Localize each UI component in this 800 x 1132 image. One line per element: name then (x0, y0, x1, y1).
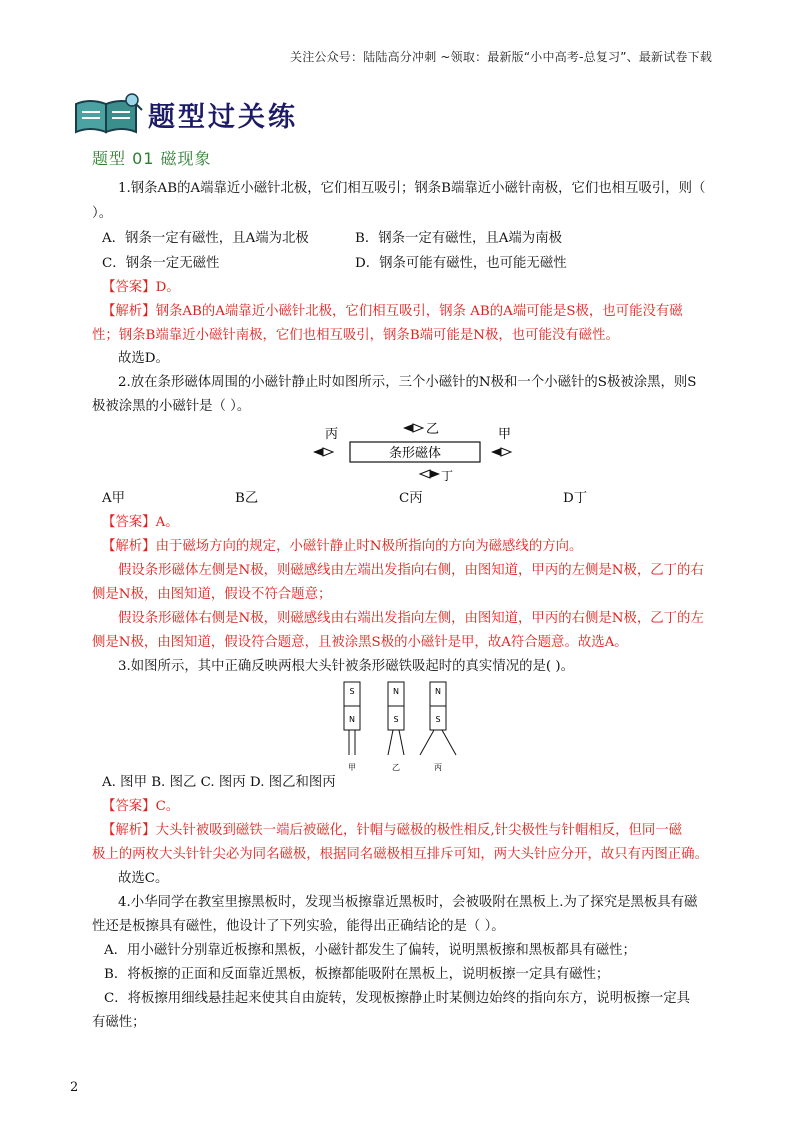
answer-value: A。 (155, 515, 179, 530)
analysis-tag: 【解析】 (102, 539, 156, 554)
analysis-tag: 【解析】 (102, 304, 156, 319)
q3-analysis-line1 (102, 822, 682, 840)
q1-conclusion: 故选D。 (118, 351, 169, 366)
answer-value: C。 (155, 799, 180, 814)
fig-label-yi: 乙 (392, 763, 400, 772)
compass-jia (491, 448, 511, 456)
q3-options: A. 图甲 B. 图乙 C. 图丙 D. 图乙和图丙 (102, 775, 336, 790)
q4-option-b: B．将板擦的正面和反面靠近黑板，板擦都能吸附在黑板上，说明板擦一定具有磁性； (104, 967, 610, 982)
q3-analysis-line2: 极上的两枚大头针针尖必为同名磁极，根据同名磁极相互排斥可知，两大头针应分开，故只有丙图正确。 (92, 847, 708, 862)
q1-option-b: B．钢条一定有磁性，且A端为南极 (355, 231, 562, 246)
books-icon (72, 92, 148, 136)
q1-stem-line1: 1.钢条AB的A端靠近小磁针北极，它们相互吸引；钢条B端靠近小磁针南极，它们也相互吸引，则（ (118, 181, 706, 196)
q4-option-c-line1: C．将板擦用细线悬挂起来使其自由旋转，发现板擦静止时某侧边始终的指向东方，说明板擦一定具 (104, 991, 691, 1006)
answer-tag: 【答案】 (102, 515, 156, 530)
section-subtitle: 题型 01 磁现象 (92, 149, 212, 168)
q4-stem-line2: 性还是板擦具有磁性，他设计了下列实验，能得出正确结论的是（ ）。 (92, 919, 505, 934)
answer-tag: 【答案】 (102, 280, 156, 295)
q1-answer (102, 279, 180, 297)
q1-option-c: C．钢条一定无磁性 (102, 256, 220, 271)
page-number: 2 (70, 1080, 79, 1095)
q2-option-c: C丙 (399, 491, 423, 506)
page-header: 关注公众号：陆陆高分冲刺 ~领取：最新版“小中高考-总复习”、最新试卷下载 (290, 50, 713, 64)
q2-answer (102, 514, 179, 532)
q2-analysis-line2: 假设条形磁体左侧是N极，则磁感线由左端出发指向右侧，由图知道，甲丙的左侧是N极，乙丁的右 (118, 563, 704, 578)
analysis-text: 由于磁场方向的规定，小磁针静止时N极所指向的方向为磁感线的方向。 (155, 539, 583, 554)
pole-label: S (349, 687, 355, 696)
q4-stem-line1: 4.小华同学在教室里擦黑板时，发现当板擦靠近黑板时，会被吸附在黑板上.为了探究是黑板具有磁 (118, 895, 698, 910)
q4-option-a: A．用小磁针分别靠近板擦和黑板，小磁针都发生了偏转，说明黑板擦和黑板都具有磁性； (104, 943, 636, 958)
q3-conclusion: 故选C。 (118, 871, 169, 886)
compass-yi (403, 424, 423, 432)
q2-stem-line2: 极被涂黑的小磁针是（ ）。 (92, 399, 251, 414)
bar-magnet-figure (305, 420, 535, 485)
pole-label: N (349, 715, 355, 724)
q2-analysis-line1 (102, 538, 582, 556)
q1-analysis-line1 (102, 303, 683, 321)
pins-figure (330, 680, 470, 775)
fig-label-jia: 甲 (348, 763, 356, 772)
q2-stem-line1: 2.放在条形磁体周围的小磁针静止时如图所示，三个小磁针的N极和一个小磁针的S极被涂黑，则S (118, 375, 697, 390)
magnet-jia (344, 682, 360, 755)
analysis-tag: 【解析】 (102, 823, 156, 838)
label-ding: 丁 (441, 469, 454, 483)
q1-stem-line2: ）。 (92, 206, 113, 221)
fig-label-bing: 丙 (434, 763, 442, 772)
label-bing: 丙 (325, 427, 339, 442)
pole-label: S (435, 715, 441, 724)
q2-analysis-line5: 侧是N极，由图知道，假设符合题意，且被涂黑S极的小磁针是甲，故A符合题意。故选A。 (92, 635, 628, 650)
section-title: 题型过关练 (148, 102, 298, 133)
answer-tag: 【答案】 (102, 799, 156, 814)
magnet-label: 条形磁体 (388, 446, 442, 461)
q2-option-d: D丁 (563, 491, 588, 506)
label-yi: 乙 (426, 422, 440, 437)
q2-option-a: A甲 (102, 491, 126, 506)
q3-answer (102, 798, 179, 816)
answer-value: D。 (155, 280, 180, 295)
pole-label: N (393, 687, 399, 696)
analysis-text: 钢条AB的A端靠近小磁针北极，它们相互吸引，钢条 AB的A端可能是S极，也可能没有磁 (155, 304, 683, 319)
pole-label: N (435, 687, 441, 696)
q1-option-d: D．钢条可能有磁性，也可能无磁性 (355, 256, 567, 271)
compass-bing (313, 448, 333, 456)
magnet-bing (420, 682, 456, 755)
q2-option-b: B乙 (235, 491, 259, 506)
label-jia: 甲 (498, 427, 512, 442)
q1-option-a: A．钢条一定有磁性，且A端为北极 (102, 231, 309, 246)
q4-option-c-line2: 有磁性； (92, 1015, 146, 1030)
analysis-text: 大头针被吸到磁铁一端后被磁化，针帽与磁极的极性相反,针尖极性与针帽相反，但同一磁 (155, 823, 683, 838)
q3-stem: 3.如图所示，其中正确反映两根大头针被条形磁铁吸起时的真实情况的是( )。 (118, 659, 574, 674)
compass-ding (420, 470, 440, 478)
q2-analysis-line3: 侧是N极，由图知道，假设不符合题意； (92, 587, 332, 602)
q2-analysis-line4: 假设条形磁体右侧是N极，则磁感线由右端出发指向左侧，由图知道，甲丙的右侧是N极，乙丁的左 (118, 611, 704, 626)
pole-label: S (393, 715, 399, 724)
magnet-yi (388, 682, 404, 755)
q1-analysis-line2: 性；钢条B端靠近小磁针南极，它们也相互吸引，钢条B端可能是N极，也可能没有磁性。 (92, 328, 619, 343)
